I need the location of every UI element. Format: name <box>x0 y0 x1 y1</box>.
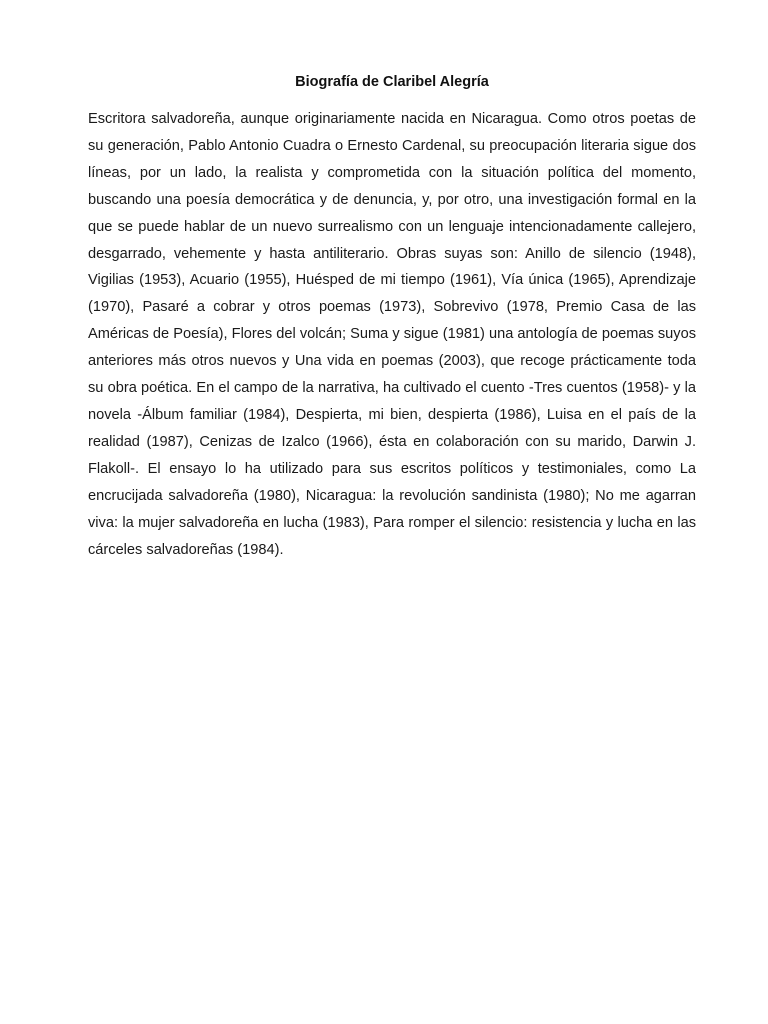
document-title: Biografía de Claribel Alegría <box>295 74 489 90</box>
document-body-paragraph: Escritora salvadoreña, aunque originariamente nacida en Nicaragua. Como otros poetas de su generación, Pablo Antonio Cuadra o Ernesto Cardenal, su preocupación literaria sigue dos líneas, por un lado, la realista y comprometida con la situación política del momento, buscando una poesía democrática y de denuncia, y, por otro, una investigación formal en la que se puede hablar de un nuevo surrealismo con un lenguaje intencionadamente callejero, desgarrado, vehemente y hasta antiliterario. Obras suyas son: Anillo de silencio (1948), Vigilias (1953), Acuario (1955), Huésped de mi tiempo (1961), Vía única (1965), Aprendizaje (1970), Pasaré a cobrar y otros poemas (1973), Sobrevivo (1978, Premio Casa de las Américas de Poesía), Flores del volcán; Suma y sigue (1981) una antología de poemas suyos anteriores más otros nuevos y Una vida en poemas (2003), que recoge prácticamente toda su obra poética. En el campo de la narrativa, ha cultivado el cuento -Tres cuentos (1958)- y la novela -Álbum familiar (1984), Despierta, mi bien, despierta (1986), Luisa en el país de la realidad (1987), Cenizas de Izalco (1966), ésta en colaboración con su marido, Darwin J. Flakoll-. El ensayo lo ha utilizado para sus escritos políticos y testimoniales, como La encrucijada salvadoreña (1980), Nicaragua: la revolución sandinista (1980); No me agarran viva: la mujer salvadoreña en lucha (1983), Para romper el silencio: resistencia y lucha en las cárceles salvadoreñas (1984). <box>88 111 696 558</box>
